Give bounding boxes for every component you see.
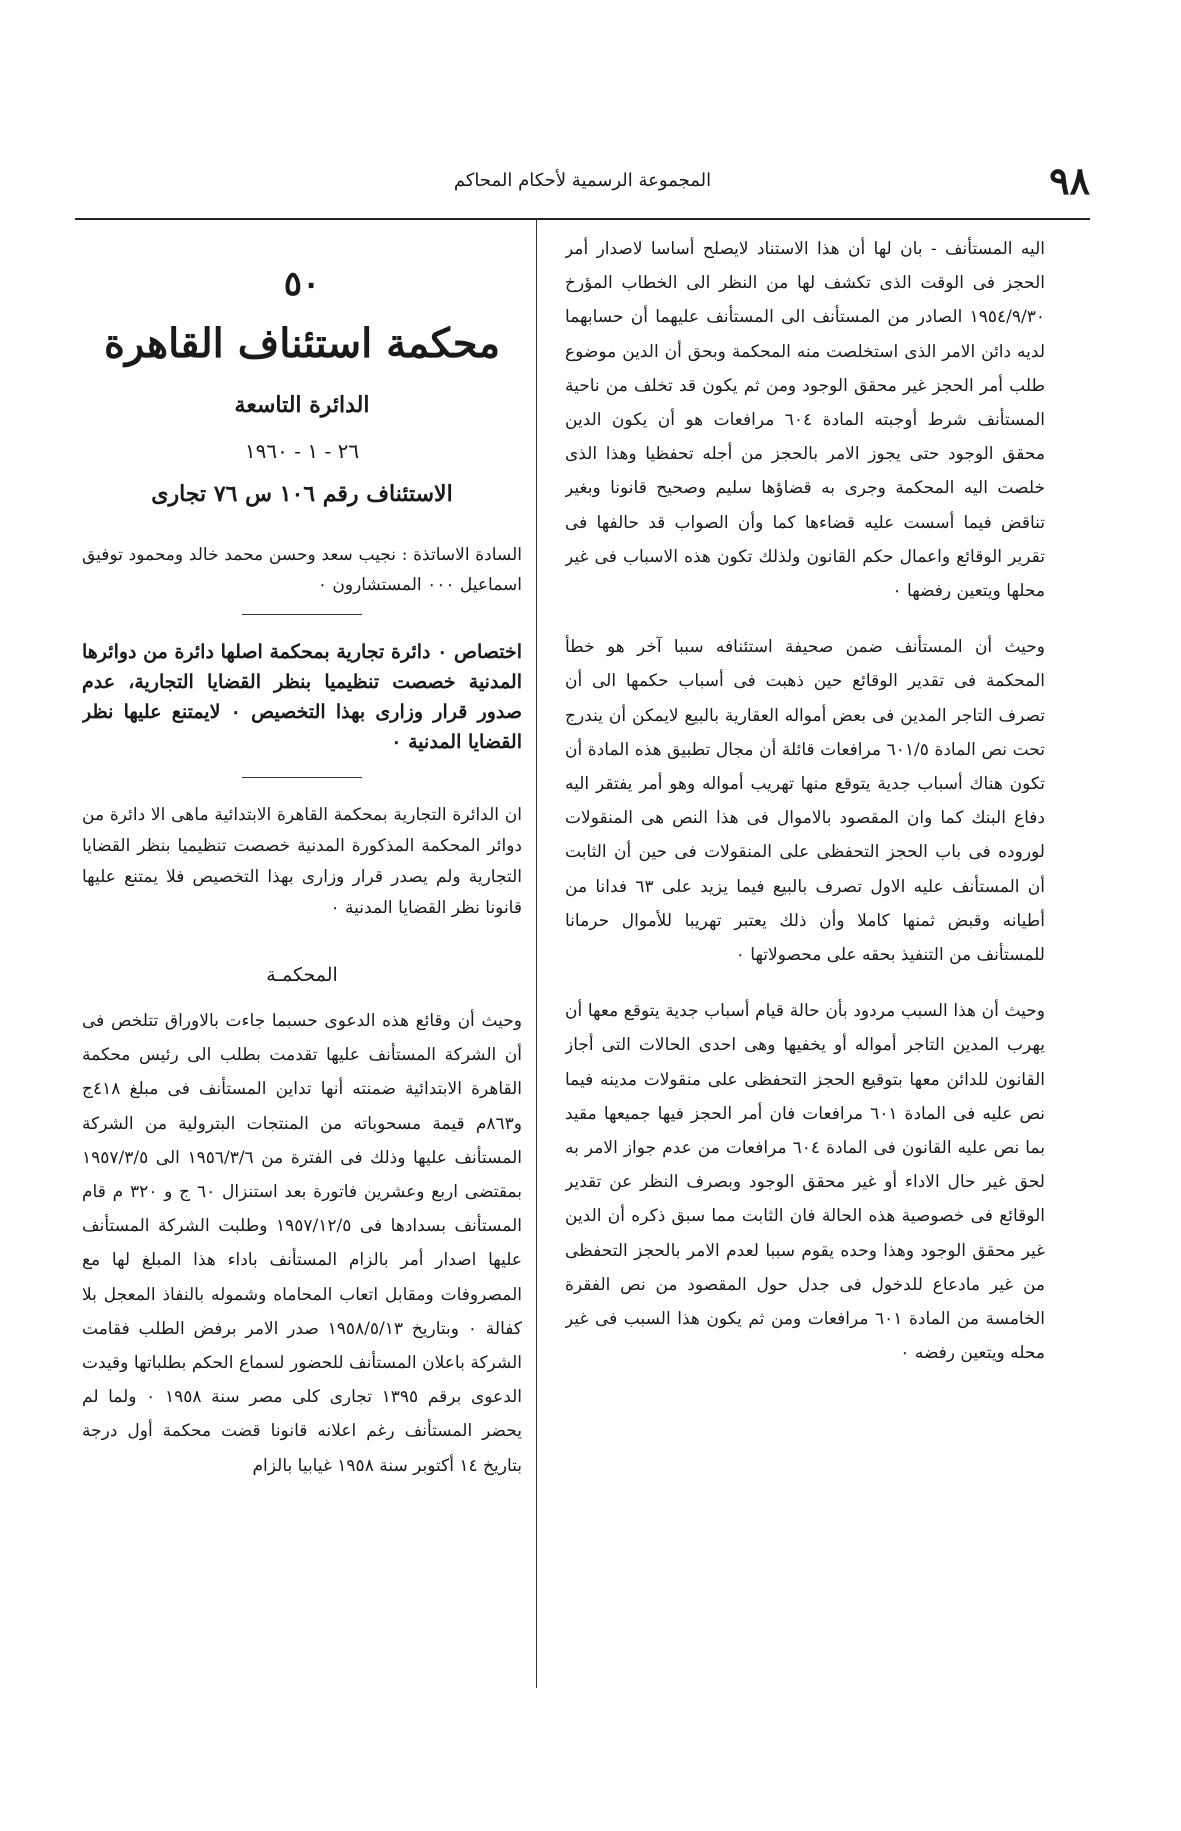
header-rule (75, 218, 1090, 220)
running-title: المجموعة الرسمية لأحكام المحاكم (453, 170, 712, 191)
judges-list: السادة الاساتذة : نجيب سعد وحسن محمد خالد ومحمود توفيق اسماعيل ٠٠٠ المستشارون ٠ (82, 545, 522, 595)
case-number: ٥٠ (283, 264, 321, 304)
judgment-body: وحيث أن وقائع هذه الدعوى حسبما جاءت بالاوراق تتلخص فى أن الشركة المستأنف عليها تقدمت بطلب الى رئيس محكمة القاهرة الابتدائية ضمنته أنها تداين المستأنف فى مبلغ ٤١٨ج و٨٦٣م قيمة مسحوباته من المنتجات البترولية من الشركة المستأنف عليها وذلك فى الفترة من ١٩٥٦/٣/٦ الى ١٩٥٧/٣/٥ بمقتضى اربع وعشرين فاتورة بعد استنزال ٦٠ ج و ٣٢٠ م قام المستأنف بسدادها فى ١٩٥٧/١٢/٥ وطلبت الشركة المستأنف عليها اصدار أمر بالزام المستأنف باداء هذا المبلغ لها مع المصروفات ومقابل اتعاب المحاماه وشموله بالنفاذ المعجل بلا كفالة ٠ وبتاريخ ١٩٥٨/٥/١٣ صدر الامر برفض الطلب فقامت الشركة باعلان المستأنف للحضور لسماع الحكم بطلباتها وقيدت الدعوى برقم ١٣٩٥ تجارى كلى مصر سنة ١٩٥٨ ٠ ولما لم يحضر المستأنف رغم اعلانه قانونا قضت محكمة أول درجة بتاريخ ١٤ أكتوبر سنة ١٩٥٨ غيابيا بالزام (82, 1011, 522, 1476)
divider (242, 614, 362, 615)
right-column (565, 232, 1045, 1672)
section-heading: المحكمـة (266, 964, 338, 986)
headnote: اختصاص ٠ دائرة تجارية بمحكمة اصلها دائرة من دوائرها المدنية خصصت تنظيميا بنظر القضايا التجارية، عدم صدور قرار وزارى بهذا التخصيص ٠ لايمتنع عليها نظر القضايا المدنية ٠ (82, 641, 522, 753)
paragraph: وحيث أن المستأنف ضمن صحيفة استئنافه سببا آخر هو خطأ المحكمة فى تقدير الوقائع حين ذهبت فى أسباب حكمها الى أن تصرف التاجر المدين فى بعض أمواله العقارية بالبيع لايمكن أن يندرج تحت نص المادة ٦٠١/٥ مرافعات قائلة أن مجال تطبيق هذه المادة أن تكون هناك أسباب جدية يتوقع منها تهريب أمواله وهو أمر يفتقر اليه دفاع البنك كما وان المقصود بالاموال فى هذا النص هى المنقولات لوروده فى باب الحجز التحفظى على المنقولات فى حين أن الثابت أن المستأنف عليه الاول تصرف بالبيع فيما يزيد على ٦٣ فدانا من أطيانه وقبض ثمنها كاملا وأن ذلك يعتبر تهريبا للأموال حرمانا للمستأنف من التنفيذ بحقه على محصولاتها ٠ (565, 637, 1045, 966)
column-divider (536, 218, 537, 1688)
page-header (75, 158, 1090, 218)
legal-principle: ان الدائرة التجارية بمحكمة القاهرة الابتدائية ماهى الا دائرة من دوائر المحكمة المذكورة المدنية خصصت تنظيميا بنظر القضايا التجارية ولم يصدر قرار وزارى بهذا التخصيص فلا يمتنع عليها قانونا نظر القضايا المدنية ٠ (82, 805, 522, 918)
left-column (82, 232, 522, 1672)
divider (242, 777, 362, 778)
circuit-name: الدائرة التاسعة (234, 392, 370, 418)
judgment-date: ٢٦ - ١ - ١٩٦٠ (244, 439, 360, 463)
page-number: ٩٨ (1049, 158, 1090, 203)
appeal-number: الاستئناف رقم ١٠٦ س ٧٦ تجارى (151, 481, 453, 507)
paragraph: وحيث أن هذا السبب مردود بأن حالة قيام أسباب جدية يتوقع معها أن يهرب المدين التاجر أمواله أو يخفيها وهى احدى الحالات التى أجاز القانون للدائن معها بتوقيع الحجز التحفظى على منقولات مدينه فيما نص عليه فى المادة ٦٠١ مرافعات فان أمر الحجز فيها جميعها مقيد بما نص عليه القانون فى المادة ٦٠٤ مرافعات من عدم جواز الامر به لحق غير حال الاداء أو غير محقق الوجود وبصرف النظر عن تقدير الوقائع فى خصوصية هذه الحالة فان الثابت مما سبق ذكره أن الدين غير محقق الوجود وهذا وحده يقوم سببا لعدم الامر بالحجز التحفظى من غير مادعاع للدخول فى جدل حول المقصود من نص الفقرة الخامسة من المادة ٦٠١ مرافعات ومن ثم يكون هذا السبب فى غير محله ويتعين رفضه ٠ (565, 1001, 1045, 1364)
court-name: محكمة استئناف القاهرة (103, 320, 501, 367)
paragraph: اليه المستأنف - بان لها أن هذا الاستناد لايصلح أساسا لاصدار أمر الحجز فى الوقت الذى تكشف لها من النظر الى الخطاب المؤرخ ١٩٥٤/٩/٣٠ الصادر من المستأنف الى المستأنف عليهما أن حسابهما لديه دائن الامر الذى استخلصت منه المحكمة وبحق أن الدين موضوع طلب أمر الحجز غير محقق الوجود ومن ثم يكون قد تخلف من ناحية المستأنف شرط أوجبته المادة ٦٠٤ مرافعات هو أن يكون الدين محقق الوجود حتى يجوز الامر بالحجز من أجله تحفظيا وهذا الذى خلصت اليه المحكمة وجرى به قضاؤها سليم وصحيح قانونا وبغير تناقض فيما أسست عليه قضاءها كما وأن الصواب قد حالفها فى تقرير الوقائع واعمال حكم القانون ولذلك تكون هذه الاسباب فى غير محلها ويتعين رفضها ٠ (565, 239, 1045, 602)
